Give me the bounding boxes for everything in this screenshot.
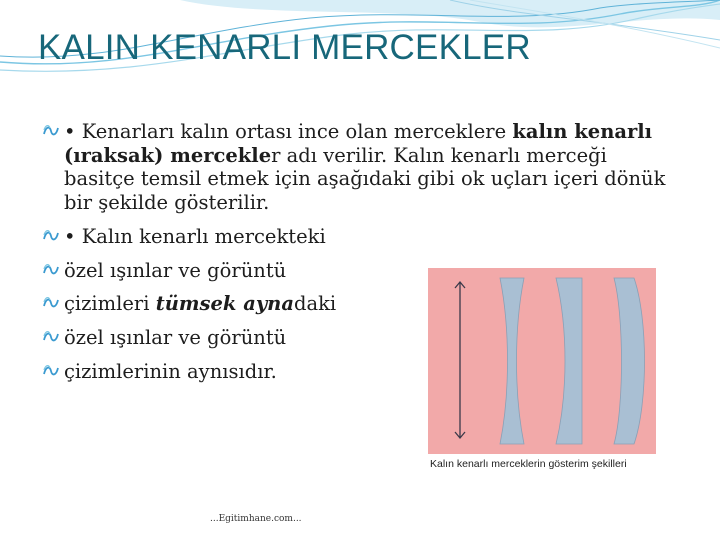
bullet-text: özel ışınlar ve görüntü xyxy=(64,326,287,350)
footer-text: ...Egitimhane.com... xyxy=(210,514,302,524)
wave-bullet-icon xyxy=(42,261,60,279)
bullet-item xyxy=(42,120,682,214)
wave-bullet-icon xyxy=(42,328,60,346)
wave-bullet-icon xyxy=(42,294,60,312)
bullet-text: r adı verilir. Kalın kenarlı merceği basitçe temsil etmek için aşağıdaki gibi ok uçları içeri dönük bir şekilde gösterilir. xyxy=(64,143,666,214)
bullet-emphasis: tümsek ayna xyxy=(155,292,294,316)
bullet-text: • Kalın kenarlı mercekteki xyxy=(64,224,326,248)
figure-caption: Kalın kenarlı merceklerin gösterim şekilleri xyxy=(430,458,627,470)
wave-bullet-icon xyxy=(42,122,60,140)
bullet-text: daki xyxy=(293,292,337,316)
slide-title: KALIN KENARLI MERCEKLER xyxy=(38,28,531,67)
bullet-emphasis: kalın kenarlı (ıraksak) mercekle xyxy=(64,120,653,167)
bullet-text: • Kenarları kalın ortası ince olan merceklere xyxy=(64,120,513,143)
diverging-lens-illustration xyxy=(428,268,656,454)
bullet-text: çizimleri xyxy=(64,292,156,316)
bullet-item xyxy=(42,225,682,249)
bullet-text: özel ışınlar ve görüntü xyxy=(64,258,287,282)
wave-bullet-icon xyxy=(42,362,60,380)
wave-bullet-icon xyxy=(42,227,60,245)
bullet-text: çizimlerinin aynısıdır. xyxy=(64,360,277,384)
lens-figure xyxy=(428,268,656,482)
